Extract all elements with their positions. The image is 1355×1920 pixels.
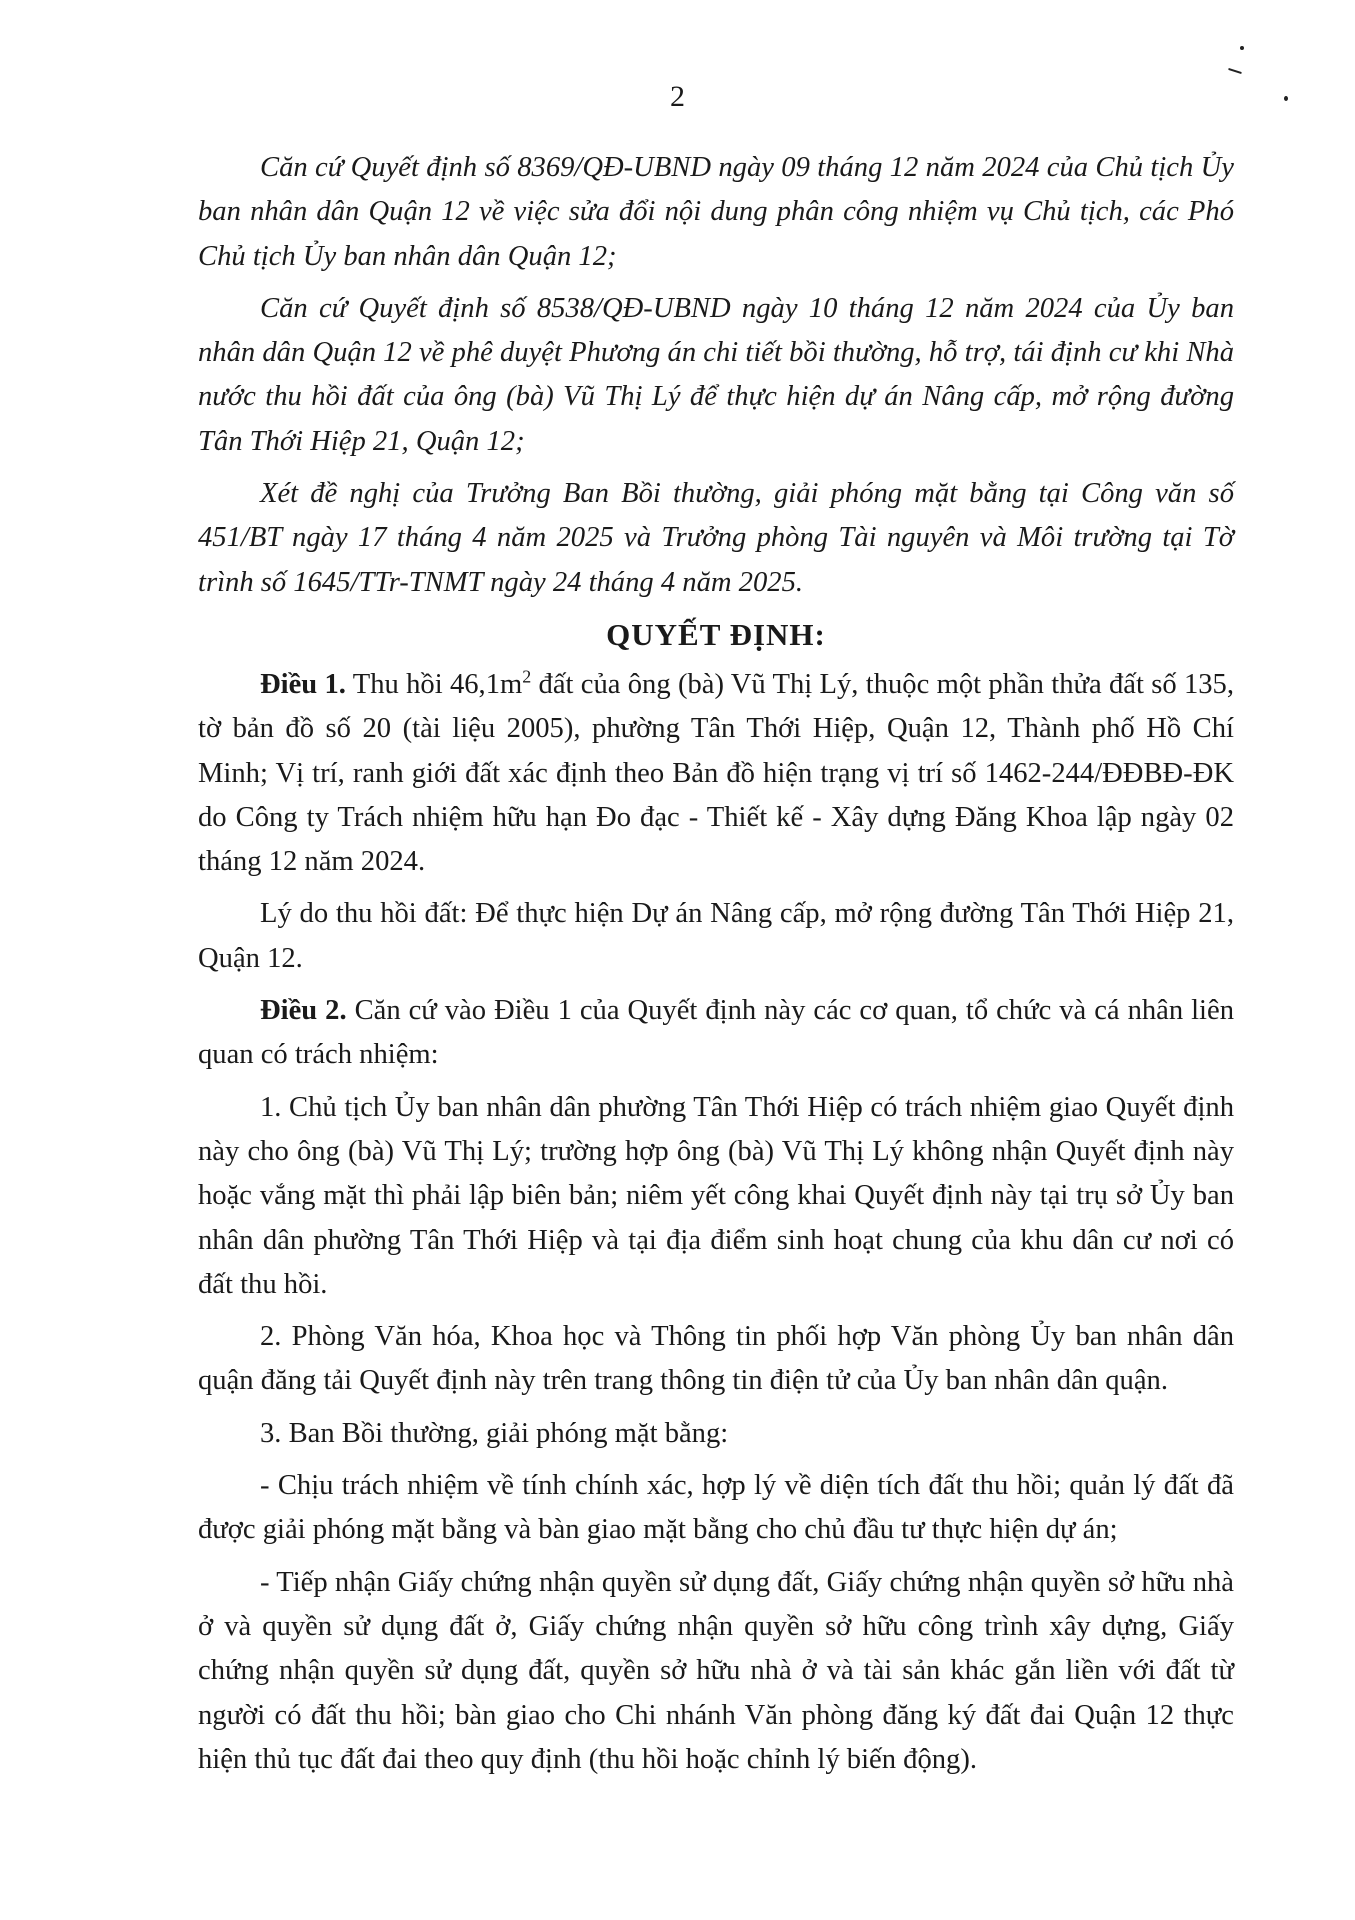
preamble-paragraph: Căn cứ Quyết định số 8369/QĐ-UBND ngày 09 tháng 12 năm 2024 của Chủ tịch Ủy ban nhân dân Quận 12 về việc sửa đổi nội dung phân công nhiệm vụ Chủ tịch, các Phó Chủ tịch Ủy ban nhân dân Quận 12; bbox=[198, 152, 1234, 272]
document-body bbox=[198, 146, 1234, 1790]
area-unit-superscript: 2 bbox=[522, 666, 532, 687]
article-1 bbox=[198, 663, 1234, 884]
preamble-paragraph: Xét đề nghị của Trưởng Ban Bồi thường, giải phóng mặt bằng tại Công văn số 451/BT ngày 17 tháng 4 năm 2025 và Trưởng phòng Tài nguyên và Môi trường tại Tờ trình số 1645/TTr-TNMT ngày 24 tháng 4 năm 2025. bbox=[198, 478, 1234, 598]
scan-speck bbox=[1228, 68, 1242, 74]
article-2-item: 2. Phòng Văn hóa, Khoa học và Thông tin phối hợp Văn phòng Ủy ban nhân dân quận đăng tải Quyết định này trên trang thông tin điện tử của Ủy ban nhân dân quận. bbox=[198, 1321, 1234, 1397]
article-1-label: Điều 1. bbox=[260, 668, 346, 700]
article-2-item: 1. Chủ tịch Ủy ban nhân dân phường Tân Thới Hiệp có trách nhiệm giao Quyết định này cho ông (bà) Vũ Thị Lý; trường hợp ông (bà) Vũ Thị Lý không nhận Quyết định này hoặc vắng mặt thì phải lập biên bản; niêm yết công khai Quyết định này tại trụ sở Ủy ban nhân dân phường Tân Thới Hiệp và tại địa điểm sinh hoạt chung của khu dân cư nơi có đất thu hồi. bbox=[198, 1091, 1234, 1300]
scan-speck bbox=[1240, 46, 1244, 50]
article-1-reason: Lý do thu hồi đất: Để thực hiện Dự án Nâng cấp, mở rộng đường Tân Thới Hiệp 21, Quận 12. bbox=[198, 898, 1234, 974]
decision-title: QUYẾT ĐỊNH: bbox=[606, 616, 826, 652]
article-2-item: 3. Ban Bồi thường, giải phóng mặt bằng: bbox=[260, 1417, 729, 1449]
article-1-text-cont: đất của ông (bà) Vũ Thị Lý, thuộc một phần thửa đất số 135, tờ bản đồ số 20 (tài liệu 2005), phường Tân Thới Hiệp, Quận 12, Thành phố Hồ Chí Minh; Vị trí, ranh giới đất xác định theo Bản đồ hiện trạng vị trí số 1462-244/ĐĐBĐ-ĐK do Công ty Trách nhiệm hữu hạn Đo đạc - Thiết kế - Xây dựng Đăng Khoa lập ngày 02 tháng 12 năm 2024. bbox=[198, 668, 1235, 878]
article-2-item: - Tiếp nhận Giấy chứng nhận quyền sử dụng đất, Giấy chứng nhận quyền sở hữu nhà ở và quyền sử dụng đất ở, Giấy chứng nhận quyền sở hữu công trình xây dựng, Giấy chứng nhận quyền sử dụng đất, quyền sở hữu nhà ở và tài sản khác gắn liền với đất từ người có đất thu hồi; bàn giao cho Chi nhánh Văn phòng đăng ký đất đai Quận 12 thực hiện thủ tục đất đai theo quy định (thu hồi hoặc chỉnh lý biến động). bbox=[198, 1566, 1234, 1775]
article-1-text: Thu hồi 46,1m bbox=[345, 668, 523, 700]
article-2-label: Điều 2. bbox=[260, 995, 347, 1027]
article-2-item: - Chịu trách nhiệm về tính chính xác, hợp lý về diện tích đất thu hồi; quản lý đất đã được giải phóng mặt bằng và bàn giao mặt bằng cho chủ đầu tư thực hiện dự án; bbox=[198, 1470, 1234, 1546]
preamble-paragraph: Căn cứ Quyết định số 8538/QĐ-UBND ngày 10 tháng 12 năm 2024 của Ủy ban nhân dân Quận 12 về phê duyệt Phương án chi tiết bồi thường, hỗ trợ, tái định cư khi Nhà nước thu hồi đất của ông (bà) Vũ Thị Lý để thực hiện dự án Nâng cấp, mở rộng đường Tân Thới Hiệp 21, Quận 12; bbox=[198, 292, 1234, 457]
article-2 bbox=[198, 989, 1234, 1078]
page-number: 2 bbox=[670, 80, 685, 113]
scan-speck bbox=[1284, 96, 1288, 101]
article-2-intro: Căn cứ vào Điều 1 của Quyết định này các cơ quan, tổ chức và cá nhân liên quan có trách nhiệm: bbox=[198, 995, 1234, 1071]
